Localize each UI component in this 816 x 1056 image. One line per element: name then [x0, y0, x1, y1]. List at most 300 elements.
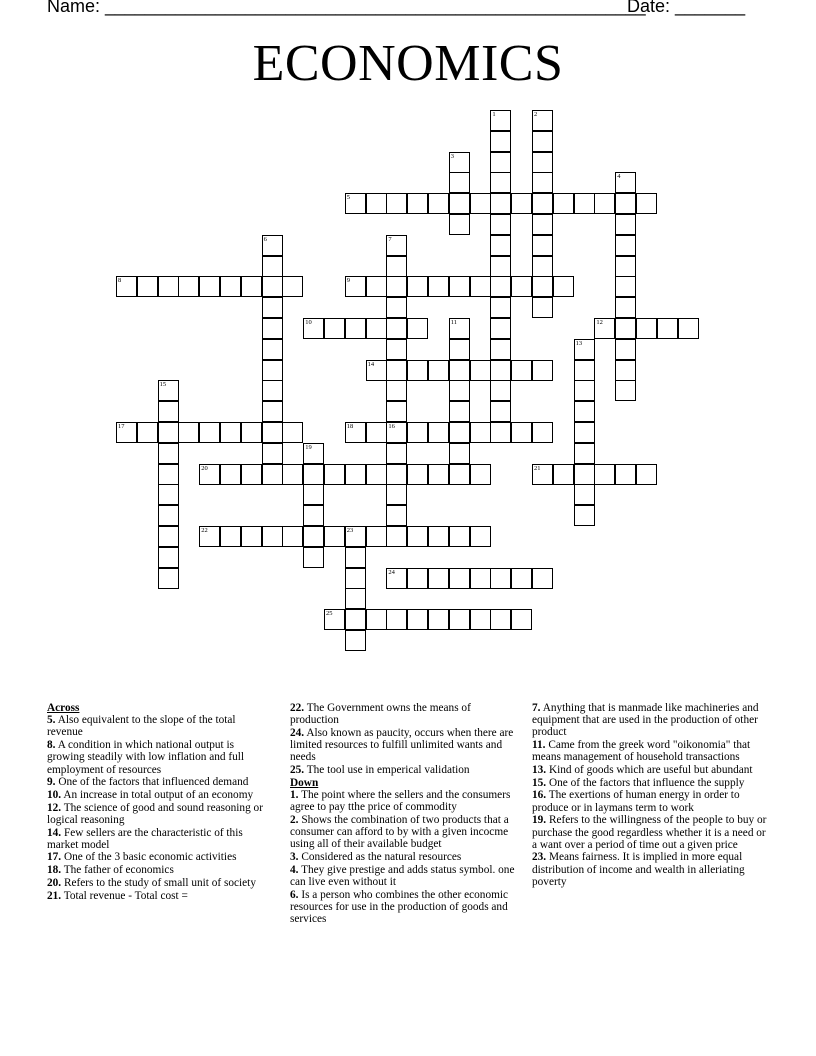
clue-number: 5 — [346, 194, 351, 202]
grid-cell[interactable] — [532, 214, 553, 235]
clue-column-1 — [47, 702, 269, 902]
grid-cell[interactable] — [386, 505, 407, 526]
clue-number: 7 — [388, 235, 392, 243]
grid-cell[interactable] — [636, 318, 657, 339]
grid-cell[interactable] — [282, 276, 303, 297]
grid-cell[interactable] — [449, 152, 470, 173]
grid-cell[interactable] — [262, 422, 283, 443]
grid-cell[interactable] — [262, 360, 283, 381]
grid-cell[interactable] — [449, 276, 470, 297]
clue-item — [290, 864, 522, 888]
grid-cell[interactable] — [532, 193, 553, 214]
grid-cell[interactable] — [657, 318, 678, 339]
grid-cell[interactable] — [241, 526, 262, 547]
grid-cell[interactable] — [615, 256, 636, 277]
clue-item-number: 19. — [532, 814, 547, 827]
grid-cell[interactable] — [490, 214, 511, 235]
clue-item — [47, 789, 269, 801]
clue-number: 16 — [388, 423, 395, 430]
grid-cell[interactable] — [386, 526, 407, 547]
grid-cell[interactable] — [636, 464, 657, 485]
grid-cell[interactable] — [636, 193, 657, 214]
grid-cell[interactable] — [532, 568, 553, 589]
grid-cell[interactable] — [158, 443, 179, 464]
grid-cell[interactable] — [241, 276, 262, 297]
grid-cell[interactable] — [511, 360, 532, 381]
grid-cell[interactable] — [449, 214, 470, 235]
grid-cell[interactable] — [428, 276, 449, 297]
clue-item-text: The Government owns the means of production — [290, 702, 471, 727]
grid-cell[interactable] — [449, 609, 470, 630]
grid-cell[interactable] — [449, 339, 470, 360]
grid-cell[interactable] — [449, 172, 470, 193]
clue-number: 1 — [492, 111, 496, 118]
clue-item-number: 1. — [290, 788, 299, 801]
clue-item-text: Came from the greek word "oikonomia" that means management of household transactions — [532, 739, 751, 764]
clue-number: 6 — [263, 235, 267, 243]
grid-cell[interactable] — [303, 464, 324, 485]
clue-item — [532, 764, 768, 776]
clue-number: 24 — [388, 568, 395, 576]
grid-cell[interactable] — [449, 443, 470, 464]
grid-cell[interactable] — [386, 339, 407, 360]
grid-cell[interactable] — [490, 339, 511, 360]
grid-cell[interactable] — [386, 235, 407, 256]
clue-item-text: One of the factors that influence the supply — [548, 776, 745, 789]
clue-item-text: Anything that is manmade like machineries and equipment that are used in the production of other product — [532, 702, 759, 739]
grid-cell[interactable] — [178, 422, 199, 443]
grid-cell[interactable] — [345, 193, 366, 214]
grid-cell[interactable] — [532, 235, 553, 256]
grid-cell[interactable] — [532, 256, 553, 277]
clue-number: 9 — [346, 277, 351, 285]
grid-cell[interactable] — [345, 568, 366, 589]
clue-item-text: The exertions of human energy in order to produce or in laymans term to work — [532, 789, 740, 814]
grid-cell[interactable] — [490, 235, 511, 256]
grid-cell[interactable] — [615, 172, 636, 193]
clue-item-text: The father of economics — [63, 864, 174, 877]
grid-cell[interactable] — [407, 568, 428, 589]
clue-item — [290, 889, 522, 926]
grid-cell[interactable] — [366, 360, 387, 381]
grid-cell[interactable] — [449, 401, 470, 422]
grid-cell[interactable] — [303, 505, 324, 526]
grid-cell[interactable] — [574, 339, 595, 360]
grid-cell[interactable] — [324, 609, 345, 630]
clue-item-number: 13. — [532, 764, 547, 777]
clue-number: 23 — [346, 527, 354, 534]
clue-item — [47, 877, 269, 889]
clue-item — [47, 827, 269, 851]
grid-cell[interactable] — [386, 609, 407, 630]
clue-item — [290, 851, 522, 863]
clue-item — [532, 789, 768, 813]
clue-item-text: Shows the combination of two products that a consumer can afford to by with a given incocme using all of their available budget — [290, 813, 509, 851]
clue-item-number: 23. — [532, 851, 547, 864]
grid-cell[interactable] — [678, 318, 699, 339]
grid-cell[interactable] — [428, 422, 449, 443]
grid-cell[interactable] — [532, 422, 553, 443]
grid-cell[interactable] — [428, 568, 449, 589]
clue-item — [290, 814, 522, 851]
clue-number: 11 — [450, 319, 458, 326]
grid-cell[interactable] — [574, 193, 595, 214]
grid-cell[interactable] — [407, 193, 428, 214]
clue-item-text: Refers to the willingness of the people to buy or purchase the good regardless whether it is a need or a want over a period of time out a given price — [532, 814, 767, 851]
grid-cell[interactable] — [470, 193, 491, 214]
grid-cell[interactable] — [345, 588, 366, 609]
grid-cell[interactable] — [449, 318, 470, 339]
grid-cell[interactable] — [199, 276, 220, 297]
grid-cell[interactable] — [262, 276, 283, 297]
clue-item — [290, 727, 522, 764]
grid-cell[interactable] — [386, 193, 407, 214]
grid-cell[interactable] — [511, 609, 532, 630]
grid-cell[interactable] — [407, 609, 428, 630]
grid-cell[interactable] — [470, 422, 491, 443]
grid-cell[interactable] — [366, 276, 387, 297]
grid-cell[interactable] — [220, 276, 241, 297]
grid-cell[interactable] — [428, 360, 449, 381]
grid-cell[interactable] — [470, 526, 491, 547]
grid-cell[interactable] — [511, 276, 532, 297]
grid-cell[interactable] — [241, 464, 262, 485]
grid-cell[interactable] — [594, 193, 615, 214]
grid-cell[interactable] — [490, 422, 511, 443]
grid-cell[interactable] — [490, 131, 511, 152]
grid-cell[interactable] — [574, 443, 595, 464]
grid-cell[interactable] — [303, 547, 324, 568]
grid-cell[interactable] — [407, 422, 428, 443]
grid-cell[interactable] — [158, 422, 179, 443]
clue-item-number: 11. — [532, 739, 546, 752]
clue-item-number: 15. — [532, 776, 547, 789]
clue-item-text: One of the 3 basic economic activities — [63, 851, 237, 864]
grid-cell[interactable] — [490, 297, 511, 318]
grid-cell[interactable] — [490, 609, 511, 630]
grid-cell[interactable] — [574, 401, 595, 422]
grid-cell[interactable] — [386, 318, 407, 339]
grid-cell[interactable] — [615, 235, 636, 256]
grid-cell[interactable] — [532, 297, 553, 318]
grid-cell[interactable] — [158, 484, 179, 505]
grid-cell[interactable] — [407, 318, 428, 339]
grid-cell[interactable] — [282, 464, 303, 485]
grid-cell[interactable] — [366, 526, 387, 547]
grid-cell[interactable] — [615, 464, 636, 485]
clue-item-number: 4. — [290, 863, 299, 876]
clue-item-number: 22. — [290, 702, 305, 714]
grid-cell[interactable] — [324, 464, 345, 485]
clue-number: 4 — [617, 173, 621, 181]
clue-item — [47, 776, 269, 788]
clue-column-3 — [532, 702, 768, 889]
grid-cell[interactable] — [158, 505, 179, 526]
grid-cell[interactable] — [574, 484, 595, 505]
grid-cell[interactable] — [574, 464, 595, 485]
grid-cell[interactable] — [262, 380, 283, 401]
clue-number: 20 — [201, 464, 208, 472]
clue-item-text: They give prestige and adds status symbol. one can live even without it — [290, 863, 515, 888]
clue-item-number: 12. — [47, 801, 62, 814]
name-line[interactable]: Name: ______________________________________________________ — [47, 0, 646, 16]
grid-cell[interactable] — [470, 568, 491, 589]
clue-item-number: 21. — [47, 889, 62, 902]
grid-cell[interactable] — [490, 401, 511, 422]
grid-cell[interactable] — [470, 609, 491, 630]
grid-cell[interactable] — [262, 297, 283, 318]
grid-cell[interactable] — [470, 276, 491, 297]
clue-item — [47, 714, 269, 738]
grid-cell[interactable] — [345, 526, 366, 547]
clue-item-text: Few sellers are the characteristic of this market model — [47, 826, 243, 851]
grid-cell[interactable] — [262, 401, 283, 422]
clue-item — [47, 802, 269, 826]
grid-cell[interactable] — [386, 568, 407, 589]
grid-cell[interactable] — [262, 318, 283, 339]
grid-cell[interactable] — [137, 276, 158, 297]
grid-cell[interactable] — [449, 568, 470, 589]
grid-cell[interactable] — [574, 505, 595, 526]
grid-cell[interactable] — [470, 360, 491, 381]
grid-cell[interactable] — [428, 526, 449, 547]
grid-cell[interactable] — [386, 401, 407, 422]
clue-item — [532, 851, 768, 888]
clue-item-number: 24. — [290, 726, 305, 739]
clue-item-number: 5. — [47, 714, 56, 727]
grid-cell[interactable] — [386, 360, 407, 381]
grid-cell[interactable] — [262, 464, 283, 485]
grid-cell[interactable] — [532, 276, 553, 297]
grid-cell[interactable] — [241, 422, 262, 443]
clue-item — [290, 764, 522, 776]
page-title: ECONOMICS — [252, 35, 564, 92]
grid-cell[interactable] — [615, 193, 636, 214]
grid-cell[interactable] — [158, 380, 179, 401]
grid-cell[interactable] — [324, 526, 345, 547]
clue-item-number: 3. — [290, 850, 299, 863]
grid-cell[interactable] — [282, 526, 303, 547]
clue-number: 2 — [534, 111, 538, 118]
grid-cell[interactable] — [345, 422, 366, 443]
clue-item — [47, 890, 269, 902]
grid-cell[interactable] — [615, 380, 636, 401]
grid-cell[interactable] — [386, 276, 407, 297]
grid-cell[interactable] — [532, 172, 553, 193]
grid-cell[interactable] — [553, 193, 574, 214]
clue-number: 21 — [534, 464, 541, 472]
clue-item-number: 20. — [47, 876, 62, 889]
grid-cell[interactable] — [470, 464, 491, 485]
grid-cell[interactable] — [158, 568, 179, 589]
grid-cell[interactable] — [158, 547, 179, 568]
grid-cell[interactable] — [366, 464, 387, 485]
grid-cell[interactable] — [449, 380, 470, 401]
clue-number: 12 — [596, 319, 603, 326]
grid-cell[interactable] — [407, 360, 428, 381]
grid-cell[interactable] — [303, 318, 324, 339]
grid-cell[interactable] — [116, 422, 137, 443]
grid-cell[interactable] — [116, 276, 137, 297]
grid-cell[interactable] — [449, 193, 470, 214]
grid-cell[interactable] — [345, 630, 366, 651]
grid-cell[interactable] — [386, 484, 407, 505]
clue-item — [532, 814, 768, 851]
grid-cell[interactable] — [594, 464, 615, 485]
clue-item-number: 8. — [47, 739, 56, 752]
clue-item — [532, 739, 768, 763]
grid-cell[interactable] — [490, 380, 511, 401]
clue-item-text: One of the factors that influenced demand — [58, 776, 249, 789]
clue-number: 18 — [346, 423, 354, 430]
clue-item-text: The point where the sellers and the consumers agree to pay tthe price of commodity — [290, 788, 511, 814]
grid-cell[interactable] — [490, 360, 511, 381]
grid-cell[interactable] — [553, 464, 574, 485]
grid-cell[interactable] — [615, 360, 636, 381]
clue-item — [47, 864, 269, 876]
clue-item-number: 16. — [532, 789, 547, 802]
clue-item-text: A condition in which national output is growing steadily with low inflation and full employment of resources — [47, 739, 245, 776]
clue-item-text: An increase in total output of an economy — [63, 788, 254, 801]
grid-cell[interactable] — [490, 110, 511, 131]
grid-cell[interactable] — [615, 276, 636, 297]
clue-number: 17 — [118, 423, 125, 430]
clue-item — [290, 702, 522, 726]
grid-cell[interactable] — [386, 422, 407, 443]
grid-cell[interactable] — [303, 526, 324, 547]
grid-cell[interactable] — [428, 609, 449, 630]
grid-cell[interactable] — [490, 193, 511, 214]
grid-cell[interactable] — [303, 443, 324, 464]
grid-cell[interactable] — [490, 276, 511, 297]
clue-section-heading: Down — [290, 776, 319, 789]
grid-cell[interactable] — [262, 526, 283, 547]
clue-item-text: The tool use in emperical validation — [306, 764, 470, 777]
grid-cell[interactable] — [511, 422, 532, 443]
grid-cell[interactable] — [449, 422, 470, 443]
grid-cell[interactable] — [345, 547, 366, 568]
grid-cell[interactable] — [511, 568, 532, 589]
grid-cell[interactable] — [615, 339, 636, 360]
grid-cell[interactable] — [428, 464, 449, 485]
grid-cell[interactable] — [449, 360, 470, 381]
grid-cell[interactable] — [490, 568, 511, 589]
clue-number: 8 — [118, 277, 122, 285]
clue-item-number: 9. — [47, 776, 56, 789]
grid-cell[interactable] — [386, 380, 407, 401]
grid-cell[interactable] — [366, 422, 387, 443]
grid-cell[interactable] — [532, 131, 553, 152]
clue-item-number: 6. — [290, 888, 299, 901]
grid-cell[interactable] — [366, 609, 387, 630]
clue-number: 15 — [159, 381, 167, 389]
grid-cell[interactable] — [262, 256, 283, 277]
grid-cell[interactable] — [386, 464, 407, 485]
grid-cell[interactable] — [490, 256, 511, 277]
grid-cell[interactable] — [366, 193, 387, 214]
date-line[interactable]: Date: _______ — [627, 0, 746, 16]
clue-item — [532, 777, 768, 789]
grid-cell[interactable] — [282, 422, 303, 443]
grid-cell[interactable] — [345, 609, 366, 630]
grid-cell[interactable] — [220, 464, 241, 485]
grid-cell[interactable] — [345, 464, 366, 485]
grid-cell[interactable] — [262, 339, 283, 360]
grid-cell[interactable] — [386, 256, 407, 277]
grid-cell[interactable] — [366, 318, 387, 339]
grid-cell[interactable] — [137, 422, 158, 443]
grid-cell[interactable] — [199, 464, 220, 485]
grid-cell[interactable] — [407, 526, 428, 547]
grid-cell[interactable] — [345, 318, 366, 339]
grid-cell[interactable] — [490, 172, 511, 193]
grid-cell[interactable] — [407, 276, 428, 297]
grid-cell[interactable] — [615, 297, 636, 318]
grid-cell[interactable] — [594, 318, 615, 339]
grid-cell[interactable] — [386, 443, 407, 464]
clue-item-number: 25. — [290, 764, 305, 777]
grid-cell[interactable] — [615, 318, 636, 339]
grid-cell[interactable] — [199, 526, 220, 547]
grid-cell[interactable] — [386, 297, 407, 318]
grid-cell[interactable] — [532, 110, 553, 131]
grid-cell[interactable] — [324, 318, 345, 339]
grid-cell[interactable] — [158, 401, 179, 422]
grid-cell[interactable] — [220, 422, 241, 443]
grid-cell[interactable] — [158, 526, 179, 547]
clue-item-number: 14. — [47, 826, 62, 839]
clue-item-number: 18. — [47, 864, 62, 877]
clue-item-text: Kind of goods which are useful but abundant — [548, 764, 753, 777]
clue-item — [290, 789, 522, 813]
clue-number: 10 — [305, 319, 312, 326]
clue-item-number: 17. — [47, 851, 62, 864]
grid-cell[interactable] — [532, 464, 553, 485]
grid-cell[interactable] — [345, 276, 366, 297]
grid-cell[interactable] — [449, 464, 470, 485]
clue-item-text: Also known as paucity, occurs when there are limited resources to fulfill unlimited wants and needs — [290, 726, 514, 764]
clue-item-text: Refers to the study of small unit of society — [63, 876, 256, 889]
grid-cell[interactable] — [262, 443, 283, 464]
grid-cell[interactable] — [449, 526, 470, 547]
clue-section-heading: Across — [47, 702, 80, 714]
grid-cell[interactable] — [511, 193, 532, 214]
grid-cell[interactable] — [615, 214, 636, 235]
grid-cell[interactable] — [532, 152, 553, 173]
grid-cell[interactable] — [490, 318, 511, 339]
clue-column-2 — [290, 702, 522, 926]
grid-cell[interactable] — [428, 193, 449, 214]
grid-cell[interactable] — [303, 484, 324, 505]
grid-cell[interactable] — [574, 360, 595, 381]
clue-item-number: 7. — [532, 702, 541, 714]
grid-cell[interactable] — [178, 276, 199, 297]
grid-cell[interactable] — [158, 276, 179, 297]
clue-item-number: 2. — [290, 813, 299, 826]
grid-cell[interactable] — [574, 422, 595, 443]
clue-number: 3 — [450, 152, 455, 160]
grid-cell[interactable] — [199, 422, 220, 443]
grid-cell[interactable] — [532, 360, 553, 381]
grid-cell[interactable] — [490, 152, 511, 173]
grid-cell[interactable] — [574, 380, 595, 401]
grid-cell[interactable] — [407, 464, 428, 485]
grid-cell[interactable] — [220, 526, 241, 547]
grid-cell[interactable] — [553, 276, 574, 297]
grid-cell[interactable] — [158, 464, 179, 485]
grid-cell[interactable] — [262, 235, 283, 256]
clue-item-number: 10. — [47, 788, 62, 801]
